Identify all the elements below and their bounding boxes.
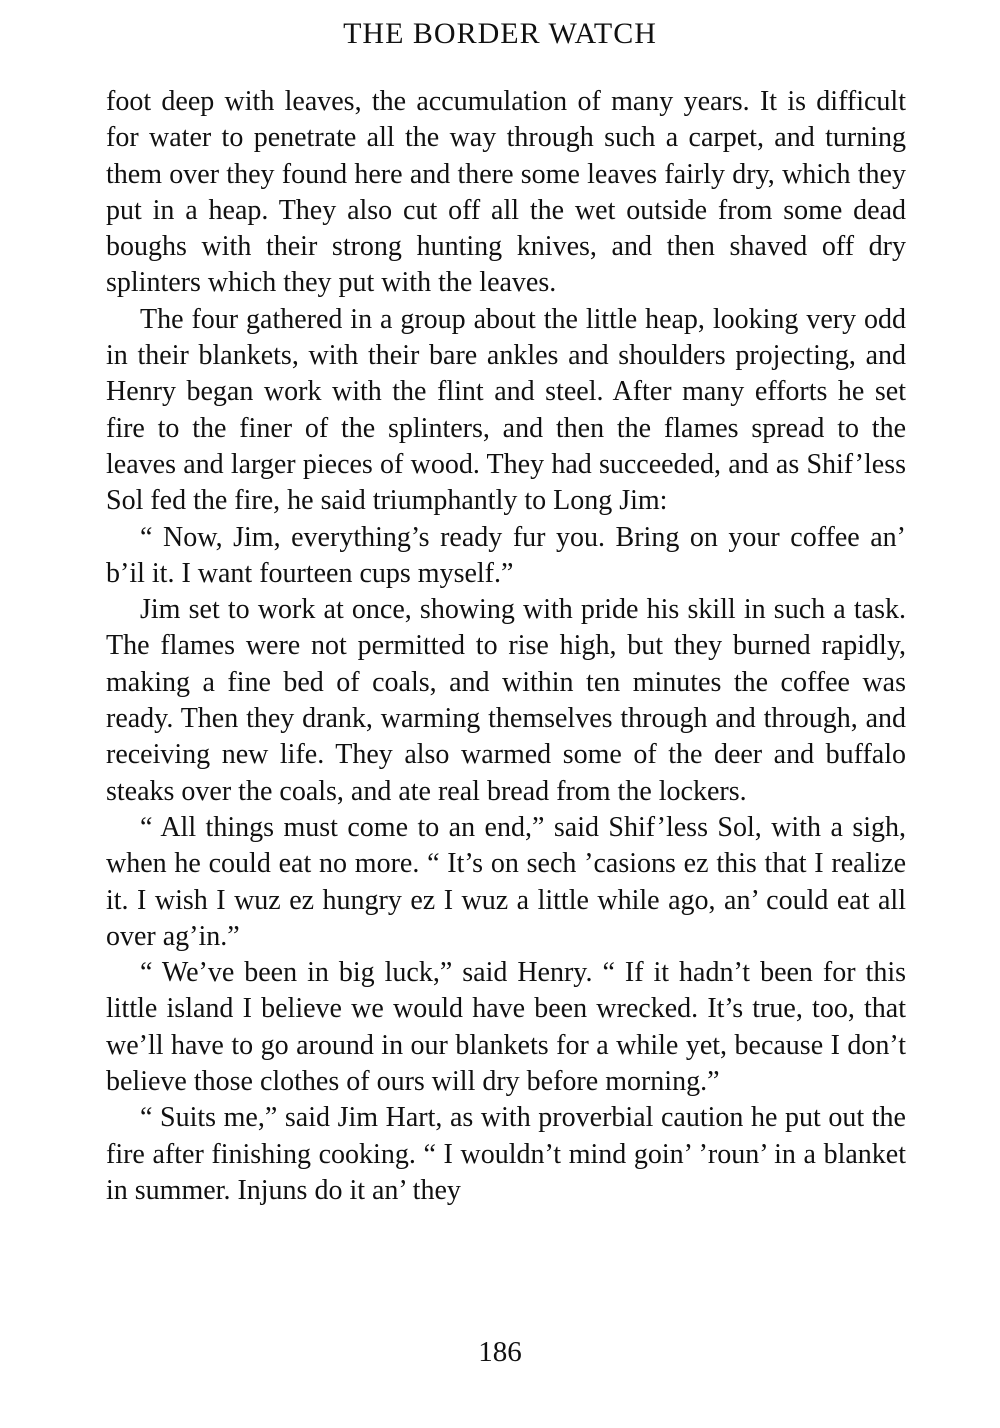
body-text — [106, 84, 906, 1209]
paragraph: “ Now, Jim, everything’s ready fur you. Bring on your coffee an’ b’il it. I want fourteen cups myself.” — [106, 521, 906, 589]
paragraph-continued: foot deep with leaves, the accumulation of many years. It is difficult for water to penetrate all the way through such a carpet, and turning them over they found here and there some leaves fairly dry, which they put in a heap. They also cut off all the wet outside from some dead boughs with their strong hunting knives, and then shaved off dry splinters which they put with the leaves. — [106, 86, 906, 299]
paragraph: The four gathered in a group about the little heap, looking very odd in their blankets, with their bare ankles and shoulders projecting, and Henry began work with the flint and steel. After many efforts he set fire to the finer of the splinters, and then the flames spread to the leaves and larger pieces of wood. They had succeeded, and as Shif’less Sol fed the fire, he said triumphantly to Long Jim: — [106, 303, 906, 517]
paragraph: “ All things must come to an end,” said Shif’less Sol, with a sigh, when he could eat no more. “ It’s on sech ’casions ez this that I realize it. I wish I wuz ez hungry ez I wuz a little while ago, an’ could eat all over ag’in.” — [106, 811, 906, 952]
paragraph: “ We’ve been in big luck,” said Henry. “ If it hadn’t been for this little island I believe we would have been wrecked. It’s true, too, that we’ll have to go around in our blankets for a while yet, because I don’t believe those clothes of ours will dry before morning.” — [106, 957, 906, 1098]
running-title: THE BORDER WATCH — [343, 17, 657, 50]
paragraph: “ Suits me,” said Jim Hart, as with proverbial caution he put out the fire after finishing cooking. “ I wouldn’t mind goin’ ’roun’ in a blanket in summer. Injuns do it an’ they — [106, 1102, 906, 1206]
paragraph: Jim set to work at once, showing with pride his skill in such a task. The flames were not permitted to rise high, but they burned rapidly, making a fine bed of coals, and within ten minutes the coffee was ready. Then they drank, warming themselves through and through, and receiving new life. They also warmed some of the deer and buffalo steaks over the coals, and ate real bread from the lockers. — [106, 594, 906, 807]
page-number: 186 — [478, 1336, 522, 1368]
